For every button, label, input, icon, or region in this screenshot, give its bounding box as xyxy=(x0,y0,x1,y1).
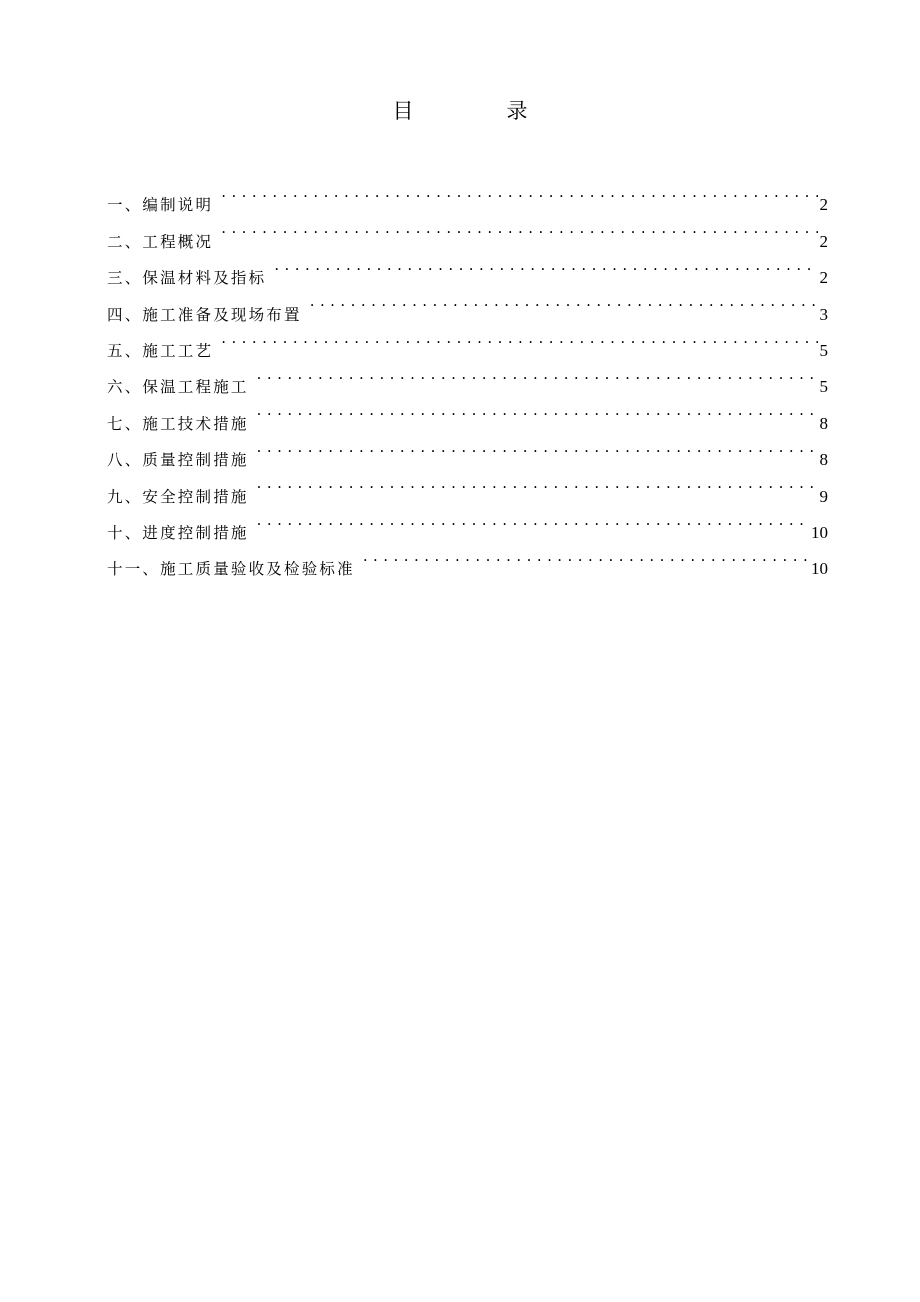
toc-page-number: 3 xyxy=(819,304,828,324)
toc-dot-leader xyxy=(221,210,817,246)
toc-entry-title: 七、施工技术措施 xyxy=(107,414,249,433)
toc-page-number: 10 xyxy=(811,559,828,579)
toc-entry-title: 二、工程概况 xyxy=(107,232,214,251)
toc-entry-title: 八、质量控制措施 xyxy=(107,451,249,470)
toc-dot-leader xyxy=(257,429,818,465)
toc-entry-title: 四、施工准备及现场布置 xyxy=(107,305,302,324)
toc-title: 目 录 xyxy=(392,99,564,123)
toc-entry[interactable] xyxy=(107,174,828,215)
toc-dot-leader xyxy=(257,502,809,538)
toc-page-number: 2 xyxy=(819,195,828,215)
toc-entry-title: 三、保温材料及指标 xyxy=(107,269,267,288)
toc-dot-leader xyxy=(257,392,818,428)
toc-page-number: 5 xyxy=(819,340,828,360)
toc-dot-leader xyxy=(274,247,817,283)
toc-entry-title: 一、编制说明 xyxy=(107,196,214,215)
toc-entry-title: 十一、施工质量验收及检验标准 xyxy=(107,560,355,579)
toc-page-number: 8 xyxy=(819,450,828,470)
toc-entry[interactable] xyxy=(107,247,828,288)
toc-page-number: 5 xyxy=(819,377,828,397)
toc-page-number: 2 xyxy=(819,231,828,251)
toc-dot-leader xyxy=(257,356,818,392)
toc-dot-leader xyxy=(221,320,817,356)
toc-page-number: 2 xyxy=(819,268,828,288)
toc-entry-title: 五、施工工艺 xyxy=(107,341,214,360)
toc-dot-leader xyxy=(363,538,809,574)
toc-entry[interactable] xyxy=(107,356,828,397)
toc-page-number: 8 xyxy=(819,413,828,433)
toc-dot-leader xyxy=(221,174,817,210)
toc-entry[interactable] xyxy=(107,210,828,251)
toc-dot-leader xyxy=(310,283,818,319)
toc-page-number: 9 xyxy=(819,486,828,506)
table-of-contents xyxy=(107,174,828,579)
toc-entry-title: 六、保温工程施工 xyxy=(107,378,249,397)
toc-entry-title: 十、进度控制措施 xyxy=(107,523,249,542)
toc-dot-leader xyxy=(257,465,818,501)
toc-entry-title: 九、安全控制措施 xyxy=(107,487,249,506)
toc-page-number: 10 xyxy=(811,522,828,542)
